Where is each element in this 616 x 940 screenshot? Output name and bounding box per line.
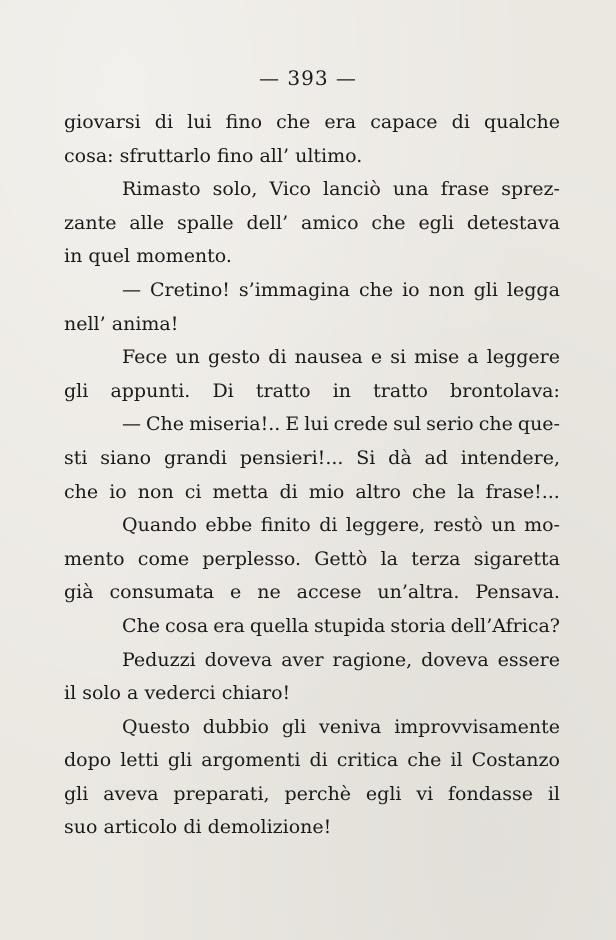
word: chiaro! bbox=[221, 682, 291, 705]
word: suo bbox=[64, 816, 98, 839]
text-line bbox=[64, 576, 560, 610]
word: ci bbox=[184, 480, 202, 503]
word: egli bbox=[365, 782, 402, 805]
word: Quando bbox=[122, 514, 197, 537]
body-text bbox=[64, 106, 560, 845]
word: lanciò bbox=[323, 178, 381, 201]
word: terza bbox=[411, 547, 461, 570]
word: leggere, bbox=[345, 514, 426, 537]
word: solo bbox=[82, 682, 121, 705]
word: nell’ bbox=[64, 312, 106, 335]
word: a bbox=[127, 682, 139, 705]
word: e bbox=[230, 581, 242, 604]
word: a bbox=[467, 346, 479, 369]
word: io bbox=[402, 278, 420, 301]
word: Di bbox=[212, 379, 234, 402]
text-line bbox=[64, 140, 560, 174]
word: che bbox=[412, 480, 447, 503]
word: dell’Africa? bbox=[450, 614, 560, 637]
word: accese bbox=[296, 581, 362, 604]
text-line bbox=[64, 509, 560, 543]
word: era bbox=[324, 111, 357, 133]
text-line bbox=[64, 173, 560, 207]
word: tratto bbox=[373, 379, 428, 402]
word: quella bbox=[249, 614, 309, 637]
text-line bbox=[64, 442, 560, 476]
word: serio bbox=[426, 413, 474, 436]
word: E bbox=[285, 413, 300, 436]
word: stupida bbox=[313, 614, 386, 637]
text-line bbox=[64, 207, 560, 241]
word: fondasse bbox=[448, 782, 533, 805]
word: appunti. bbox=[110, 379, 191, 402]
word: mento bbox=[64, 547, 125, 570]
word: il bbox=[64, 682, 77, 705]
word: ad bbox=[424, 446, 448, 469]
word: gli bbox=[167, 749, 193, 772]
word: cosa: bbox=[64, 144, 114, 167]
word: di bbox=[268, 346, 287, 369]
word: cosa bbox=[165, 614, 209, 637]
text-line bbox=[64, 408, 560, 442]
word: brontolava: bbox=[450, 379, 560, 402]
word: alle bbox=[129, 211, 165, 234]
word: il bbox=[450, 749, 463, 772]
word: fino bbox=[217, 144, 254, 167]
word: un bbox=[491, 514, 516, 537]
word: mise bbox=[414, 346, 460, 369]
word: non bbox=[137, 480, 174, 503]
word: di bbox=[319, 514, 338, 537]
text-line bbox=[64, 274, 560, 308]
word: detestava bbox=[466, 211, 560, 234]
word: vi bbox=[416, 782, 434, 805]
word: aver bbox=[281, 648, 324, 671]
word: metta bbox=[212, 480, 269, 503]
word: in bbox=[64, 245, 83, 268]
word: Che bbox=[122, 614, 161, 637]
word: che bbox=[371, 211, 406, 234]
word: che bbox=[276, 111, 311, 133]
word: gli bbox=[473, 278, 498, 301]
word: sigaretta bbox=[473, 547, 560, 570]
text-line bbox=[64, 744, 560, 778]
text-line bbox=[64, 543, 560, 577]
word: gli bbox=[64, 379, 89, 402]
word: — bbox=[122, 413, 141, 436]
page-number: — 393 — bbox=[259, 66, 357, 90]
word: di bbox=[154, 111, 174, 133]
word: non bbox=[428, 278, 465, 301]
word: amico bbox=[301, 211, 359, 234]
text-line bbox=[64, 341, 560, 375]
word: e bbox=[370, 346, 383, 369]
word: nausea bbox=[294, 346, 363, 369]
word: perplesso. bbox=[202, 547, 301, 570]
word: anima! bbox=[111, 312, 179, 335]
word: improvvisamente bbox=[394, 715, 560, 738]
word: intendere, bbox=[460, 446, 560, 469]
word: critica bbox=[336, 749, 399, 772]
word: sprez- bbox=[501, 178, 560, 201]
word: di bbox=[279, 480, 298, 503]
text-line bbox=[64, 811, 560, 845]
text-line bbox=[64, 308, 560, 342]
word: il bbox=[547, 782, 560, 805]
word: leggere bbox=[486, 346, 560, 369]
word: Peduzzi bbox=[122, 648, 196, 671]
word: argomenti bbox=[201, 749, 301, 772]
word: restò bbox=[433, 514, 483, 537]
word: frase bbox=[440, 178, 490, 201]
text-line bbox=[64, 677, 560, 711]
word: Pensava. bbox=[475, 581, 560, 604]
word: pensieri!... bbox=[239, 446, 344, 469]
word: Questo bbox=[122, 715, 190, 738]
word: Fece bbox=[122, 346, 168, 369]
word: già bbox=[64, 581, 94, 604]
text-line bbox=[64, 711, 560, 745]
word: come bbox=[137, 547, 190, 570]
word: momento. bbox=[136, 245, 232, 268]
word: s’immagina bbox=[238, 278, 350, 301]
word: gesto bbox=[207, 346, 261, 369]
word: era bbox=[213, 614, 245, 637]
word: mio bbox=[308, 480, 345, 503]
word: lui bbox=[187, 111, 212, 133]
word: la bbox=[457, 480, 475, 503]
word: di bbox=[451, 111, 470, 133]
word: Gettò bbox=[314, 547, 368, 570]
text-line bbox=[64, 375, 560, 409]
word: solo, bbox=[212, 178, 258, 201]
word: Che bbox=[146, 413, 185, 436]
word: che bbox=[478, 413, 513, 436]
word: crede bbox=[333, 413, 389, 436]
word: letti bbox=[120, 749, 159, 772]
word: miseria!.. bbox=[189, 413, 281, 436]
word: quel bbox=[88, 245, 131, 268]
word: doveva bbox=[421, 648, 489, 671]
text-line bbox=[64, 610, 560, 644]
text-line bbox=[64, 778, 560, 812]
word: Si bbox=[356, 446, 376, 469]
word: ebbe bbox=[205, 514, 253, 537]
text-line bbox=[64, 240, 560, 274]
word: Rimasto bbox=[122, 178, 201, 201]
word: legga bbox=[506, 278, 560, 301]
word: articolo bbox=[103, 816, 178, 839]
word: giovarsi bbox=[64, 111, 141, 133]
word: all’ bbox=[259, 144, 289, 167]
word: qualche bbox=[484, 111, 560, 133]
word: vederci bbox=[144, 682, 216, 705]
word: un’altra. bbox=[377, 581, 460, 604]
word: sfruttarlo bbox=[119, 144, 211, 167]
word: che bbox=[407, 749, 442, 772]
word: egli bbox=[418, 211, 454, 234]
word: ne bbox=[257, 581, 281, 604]
word: essere bbox=[497, 648, 560, 671]
word: si bbox=[390, 346, 407, 369]
word: tratto bbox=[255, 379, 311, 402]
word: di bbox=[183, 816, 202, 839]
word: storia bbox=[390, 614, 446, 637]
word: dà bbox=[388, 446, 412, 469]
word: zante bbox=[64, 211, 117, 234]
word: io bbox=[109, 480, 127, 503]
word: un bbox=[175, 346, 200, 369]
word: sti bbox=[64, 446, 88, 469]
word: dubbio bbox=[202, 715, 269, 738]
word: altro bbox=[355, 480, 401, 503]
word: doveva bbox=[204, 648, 273, 671]
word: ragione, bbox=[332, 648, 413, 671]
word: lui bbox=[304, 413, 329, 436]
word: capace bbox=[370, 111, 438, 133]
word: siano bbox=[100, 446, 152, 469]
word: grandi bbox=[163, 446, 227, 469]
word: demolizione! bbox=[207, 816, 332, 839]
word: Vico bbox=[269, 178, 311, 201]
text-line bbox=[64, 106, 560, 140]
word: finito bbox=[260, 514, 311, 537]
word: dopo bbox=[64, 749, 112, 772]
word: dell’ bbox=[246, 211, 289, 234]
word: — bbox=[122, 278, 141, 301]
word: che bbox=[64, 480, 99, 503]
word: veniva bbox=[319, 715, 382, 738]
word: gli bbox=[64, 782, 89, 805]
text-line bbox=[64, 644, 560, 678]
word: gli bbox=[281, 715, 307, 738]
word: aveva bbox=[103, 782, 159, 805]
word: consumata bbox=[109, 581, 215, 604]
word: que- bbox=[517, 413, 560, 436]
word: mo- bbox=[524, 514, 560, 537]
word: la bbox=[380, 547, 398, 570]
word: perchè bbox=[284, 782, 352, 805]
word: che bbox=[358, 278, 394, 301]
word: fino bbox=[225, 111, 263, 133]
word: ultimo. bbox=[295, 144, 363, 167]
word: Cretino! bbox=[150, 278, 230, 301]
text-line bbox=[64, 476, 560, 510]
word: Costanzo bbox=[471, 749, 560, 772]
word: frase!... bbox=[485, 480, 560, 503]
word: spalle bbox=[176, 211, 234, 234]
word: in bbox=[332, 379, 352, 402]
word: sul bbox=[393, 413, 422, 436]
word: preparati, bbox=[173, 782, 270, 805]
word: una bbox=[392, 178, 429, 201]
word: di bbox=[309, 749, 328, 772]
